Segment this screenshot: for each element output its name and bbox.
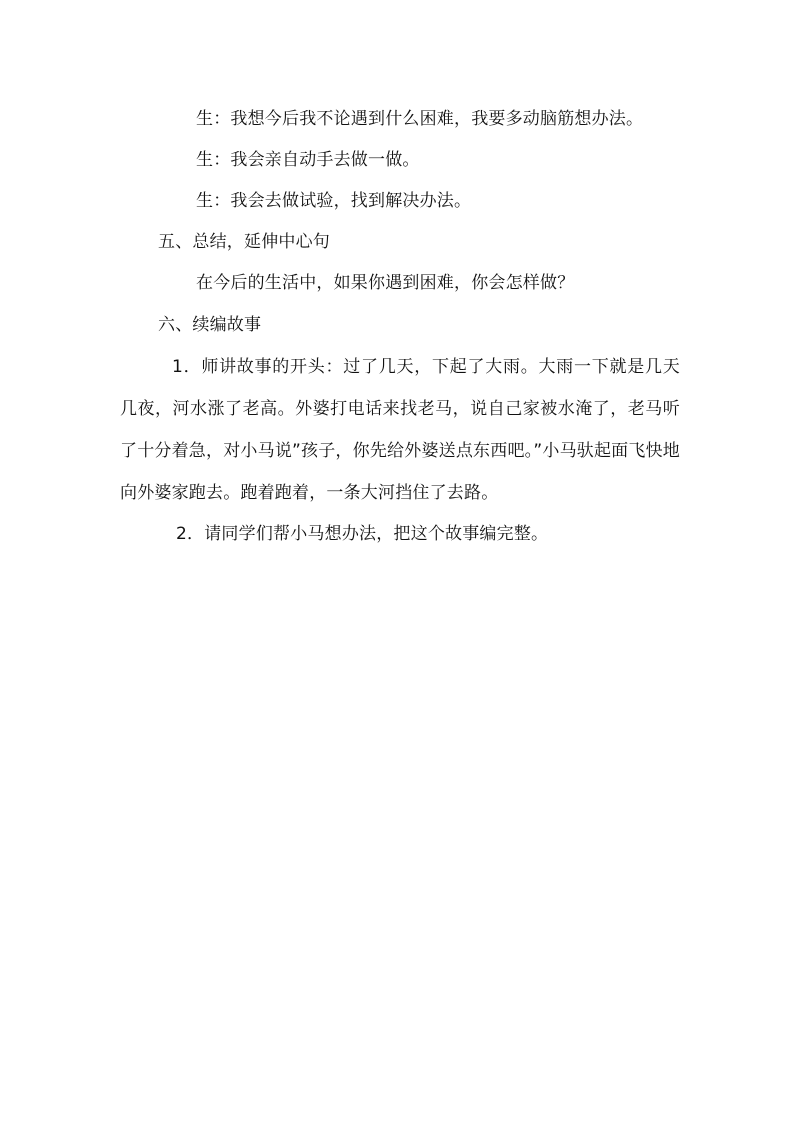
- student-answer-3: 生：我会去做试验，找到解决办法。: [196, 191, 472, 211]
- story-paragraph: [120, 346, 680, 514]
- question-line: 在今后的生活中，如果你遇到困难，你会怎样做？: [196, 273, 575, 293]
- section-heading-six: 六、续编故事: [158, 315, 262, 335]
- student-answer-1: 生：我想今后我不论遇到什么困难，我要多动脑筋想办法。: [196, 109, 644, 129]
- student-answer-2: 生：我会亲自动手去做一做。: [196, 150, 420, 170]
- section-heading-five: 五、总结，延伸中心句: [158, 232, 330, 252]
- story-paragraph-text: 1．师讲故事的开头：过了几天，下起了大雨。大雨一下就是几天几夜，河水涨了老高。外婆打电话来找老马，说自己家被水淹了，老马听了十分着急，对小马说”孩子，你先给外婆送点东西吧。”小马驮起面飞快地向外婆家跑去。跑着跑着，一条大河挡住了去路。: [120, 357, 680, 503]
- task-line: 2．请同学们帮小马想办法，把这个故事编完整。: [176, 524, 549, 544]
